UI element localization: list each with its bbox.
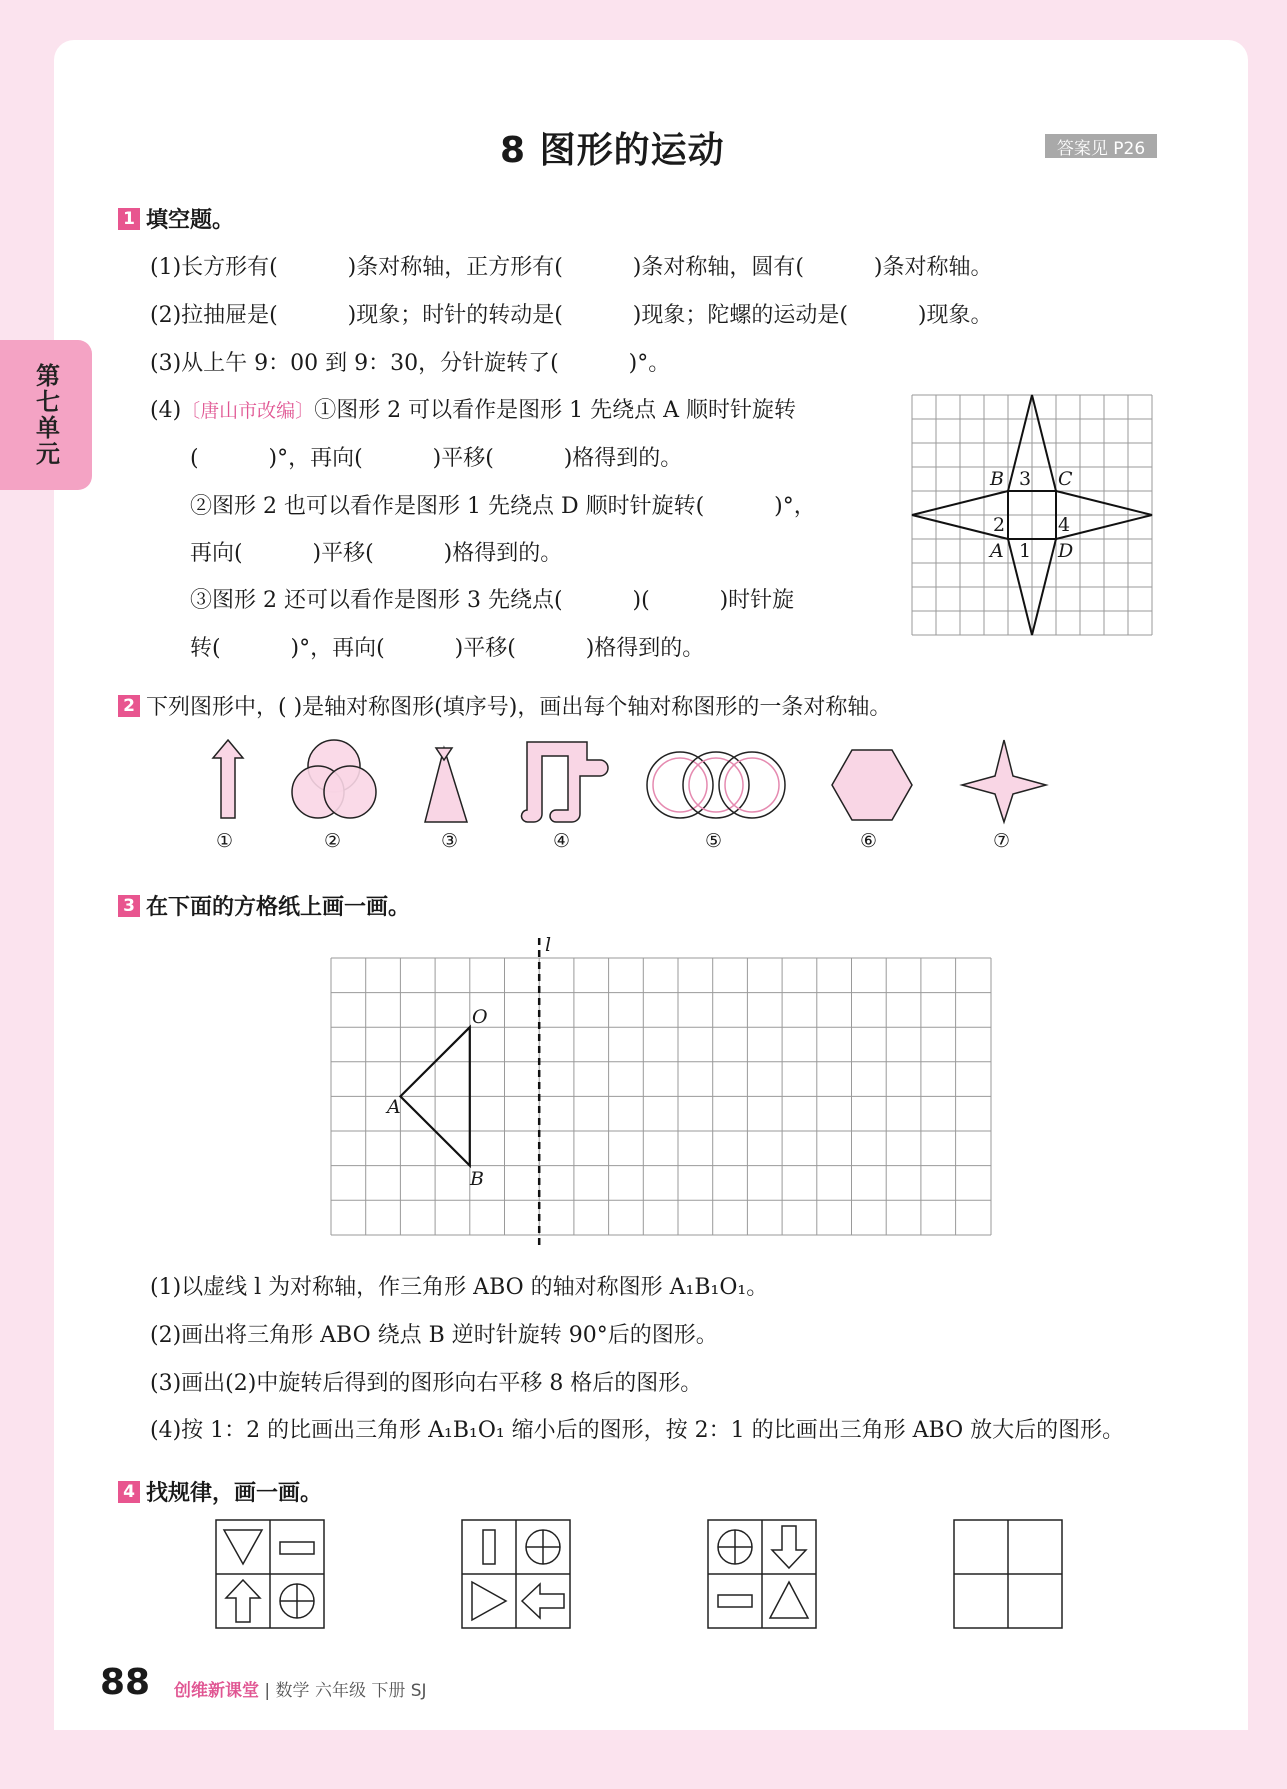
pt-B-label-3: B <box>470 1168 484 1190</box>
section-2-title: 下列图形中，( )是轴对称图形(填序号)，画出每个轴对称图形的一条对称轴。 <box>146 695 892 720</box>
q1-4-line6: 转( )°，再向( )平移( )格得到的。 <box>190 636 705 661</box>
shape-1-arrow <box>213 740 243 818</box>
shape-2-trefoil <box>292 740 376 818</box>
triangle-down-icon <box>224 1530 262 1564</box>
figure-1-label: 1 <box>1019 540 1032 562</box>
section-1-heading <box>118 203 234 234</box>
arrow-up-icon <box>226 1580 260 1622</box>
pt-A-label-3: A <box>387 1096 401 1118</box>
footer-subject: | 数学 六年级 下册 SJ <box>264 1681 427 1701</box>
shape-label-3: ③ <box>441 830 459 852</box>
pt-C-label: C <box>1058 468 1073 490</box>
q1-4-line4: 再向( )平移( )格得到的。 <box>190 541 563 566</box>
q3-4: (4)按 1：2 的比画出三角形 A₁B₁O₁ 缩小后的图形，按 2：1 的比画出三角形 ABO 放大后的图形。 <box>150 1418 1125 1443</box>
axis-l-label: l <box>545 934 552 956</box>
figure-3-label: 3 <box>1019 468 1032 490</box>
q1-1: (1)长方形有( )条对称轴，正方形有( )条对称轴，圆有( )条对称轴。 <box>150 255 993 280</box>
section-3-number: 3 <box>118 895 140 917</box>
pattern-box-1 <box>216 1520 324 1628</box>
section-4-title: 找规律，画一画。 <box>146 1481 323 1506</box>
grid-paper <box>331 958 991 1238</box>
shape-5-rings <box>647 752 785 818</box>
q1-4-source-tag: 〔唐山市改编〕 <box>181 400 315 422</box>
unit-tab <box>0 340 92 490</box>
star-grid-figure <box>912 395 1152 635</box>
symmetry-shapes <box>180 730 1060 830</box>
q3-2: (2)画出将三角形 ABO 绕点 B 逆时针旋转 90°后的图形。 <box>150 1323 718 1348</box>
arrow-down-icon <box>772 1526 806 1568</box>
q1-4-line5: ③图形 2 还可以看作是图形 3 先绕点( )( )时针旋 <box>190 588 795 613</box>
footer-info <box>174 1676 427 1701</box>
star-grid-lines <box>912 395 1152 635</box>
section-4-number: 4 <box>118 1481 140 1503</box>
page-title: 8 图形的运动 <box>500 130 725 171</box>
q1-2: (2)拉抽屉是( )现象；时针的转动是( )现象；陀螺的运动是( )现象。 <box>150 303 993 328</box>
pattern-boxes <box>216 1520 1068 1632</box>
q1-3: (3)从上午 9：00 到 9：30，分针旋转了( )°。 <box>150 351 671 376</box>
grid-paper-lines <box>331 958 991 1235</box>
section-1-title: 填空题。 <box>146 208 235 233</box>
bar-icon <box>718 1595 752 1607</box>
page-number: 88 <box>100 1662 151 1703</box>
figure-4-label: 4 <box>1058 514 1071 536</box>
pt-O-label: O <box>472 1006 488 1028</box>
section-2-heading <box>118 690 891 721</box>
shape-label-7: ⑦ <box>993 830 1011 852</box>
shape-label-6: ⑥ <box>860 830 878 852</box>
q1-4-text: ①图形 2 可以看作是图形 1 先绕点 A 顺时针旋转 <box>314 398 797 423</box>
shape-3-cone <box>425 748 467 822</box>
footer-brand: 创维新课堂 <box>174 1681 259 1701</box>
bar-vertical-icon <box>483 1530 495 1564</box>
shape-label-4: ④ <box>553 830 571 852</box>
answer-reference: 答案见 P26 <box>1045 134 1157 158</box>
q3-3: (3)画出(2)中旋转后得到的图形向右平移 8 格后的图形。 <box>150 1371 703 1396</box>
bar-icon <box>280 1542 314 1554</box>
pt-A-label: A <box>990 540 1004 562</box>
pattern-box-2 <box>462 1520 570 1628</box>
q3-1: (1)以虚线 l 为对称轴，作三角形 ABO 的轴对称图形 A₁B₁O₁。 <box>150 1275 769 1300</box>
pt-D-label: D <box>1058 540 1074 562</box>
shape-label-5: ⑤ <box>705 830 723 852</box>
section-1-number: 1 <box>118 208 140 230</box>
pattern-box-3 <box>708 1520 816 1628</box>
section-4-heading <box>118 1476 322 1507</box>
q1-4-prefix: (4) <box>150 398 182 423</box>
shape-6-hexagon <box>832 750 912 820</box>
pattern-box-4-empty <box>954 1520 1062 1628</box>
section-2-number: 2 <box>118 695 140 717</box>
section-3-title: 在下面的方格纸上画一画。 <box>146 895 411 920</box>
q1-4-line3: ②图形 2 也可以看作是图形 1 先绕点 D 顺时针旋转( )°， <box>190 494 816 519</box>
pt-B-label: B <box>990 468 1004 490</box>
shape-label-1: ① <box>216 830 234 852</box>
q1-4-line2: ( )°，再向( )平移( )格得到的。 <box>190 446 683 471</box>
arrow-left-icon <box>522 1584 564 1618</box>
section-3-heading <box>118 890 410 921</box>
triangle-right-icon <box>472 1582 506 1620</box>
q1-4 <box>150 393 796 424</box>
shape-4-bracket <box>521 742 608 822</box>
figure-2-label: 2 <box>993 514 1006 536</box>
shape-7-star <box>962 740 1046 822</box>
unit-tab-label: 第七单元 <box>31 363 60 467</box>
triangle-up-icon <box>770 1582 808 1618</box>
shape-label-2: ② <box>324 830 342 852</box>
